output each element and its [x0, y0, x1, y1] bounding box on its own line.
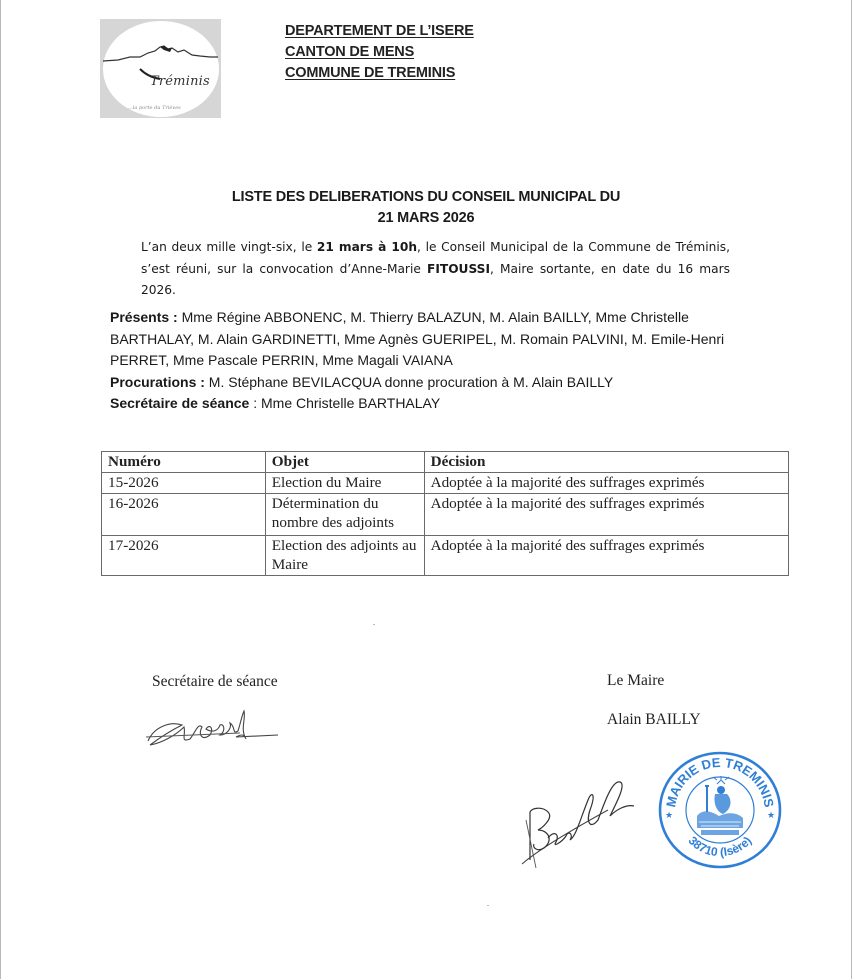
svg-text:★: ★ — [767, 811, 776, 821]
cell-decision: Adoptée à la majorité des suffrages exprimés — [424, 535, 788, 575]
scan-speck — [373, 624, 375, 625]
intro-text: , Maire sortante, en date du 16 mars 2026. — [141, 261, 730, 297]
stamp-bottom-text: 38710 (Isère) — [685, 833, 755, 860]
deliberations-table — [101, 451, 789, 576]
secretary-signature-icon — [140, 705, 280, 755]
logo-tagline: ...la porte du Trièves — [128, 105, 181, 111]
secretary-signature-label: Secrétaire de séance — [152, 673, 278, 690]
table-header-row — [102, 452, 789, 473]
intro-date-time: 21 mars à 10h — [316, 240, 418, 254]
header-decision: Décision — [424, 452, 788, 473]
present-value: Mme Régine ABBONENC, M. Thierry BALAZUN, M. Alain BAILLY, Mme Christelle BARTHALAY, M. Alain GARDINETTI, Mme Agnès GUERIPEL, M. Romain PALVINI, M. Emile-Henri PERRET, Mme Pascale PERRIN, Mme Magali VAIANA — [110, 309, 725, 368]
proxy-value: M. Stéphane BEVILACQUA donne procuration à M. Alain BAILLY — [204, 373, 614, 390]
proxy-label: Procurations : — [110, 373, 205, 390]
mayor-name: Alain BAILLY — [607, 711, 701, 728]
title-line-2: 21 MARS 2026 — [377, 210, 475, 226]
attendance-section — [110, 307, 742, 415]
document-header — [285, 21, 474, 84]
table-row — [102, 493, 789, 535]
cell-objet: Election du Maire — [265, 473, 424, 494]
cell-objet: Détermination du nombre des adjoints — [265, 493, 424, 535]
page-edge-left — [0, 0, 1, 979]
table-row — [102, 473, 789, 494]
svg-text:38710 (Isère) — [686, 834, 755, 860]
present-label: Présents : — [110, 309, 178, 325]
mountain-icon — [100, 19, 221, 118]
session-secretary — [110, 393, 742, 415]
header-commune: COMMUNE DE TREMINIS — [285, 65, 456, 81]
header-canton: CANTON DE MENS — [285, 44, 415, 60]
secretary-value: : Mme Christelle BARTHALAY — [249, 395, 441, 411]
cell-objet: Election des adjoints au Maire — [265, 535, 424, 575]
cell-numero: 15-2026 — [102, 473, 266, 494]
header-objet: Objet — [265, 452, 424, 473]
title-line-1: LISTE DES DELIBERATIONS DU CONSEIL MUNICIPAL DU — [231, 189, 621, 205]
secretary-label: Secrétaire de séance — [110, 395, 250, 411]
present-members — [110, 307, 742, 372]
intro-text: L’an deux mille vingt-six, le — [141, 240, 317, 254]
table-row — [102, 535, 789, 575]
scan-speck — [487, 905, 489, 906]
proxies — [110, 372, 742, 394]
cell-decision: Adoptée à la majorité des suffrages exprimés — [424, 473, 788, 494]
cell-numero: 17-2026 — [102, 535, 266, 575]
commune-logo — [100, 19, 221, 118]
logo-name: Tréminis — [150, 74, 210, 89]
intro-text: , le Conseil Municipal de la Commune de Tréminis, s’est réuni, sur la convocation d’Anne-Marie — [141, 240, 730, 276]
mayor-signature-label: Le Maire — [607, 672, 665, 689]
town-hall-stamp — [657, 750, 783, 870]
header-department: DEPARTEMENT DE L’ISERE — [285, 23, 474, 39]
cell-decision: Adoptée à la majorité des suffrages exprimés — [424, 493, 788, 535]
stamp-top-text: MAIRIE DE TREMINIS — [663, 754, 777, 809]
document-title — [0, 187, 852, 229]
mayor-signature-icon — [518, 760, 648, 870]
cell-numero: 16-2026 — [102, 493, 266, 535]
intro-paragraph — [141, 237, 730, 302]
header-numero: Numéro — [102, 452, 266, 473]
intro-convener: FITOUSSI — [427, 261, 490, 276]
svg-text:★: ★ — [665, 811, 674, 821]
official-seal-icon — [657, 750, 783, 870]
